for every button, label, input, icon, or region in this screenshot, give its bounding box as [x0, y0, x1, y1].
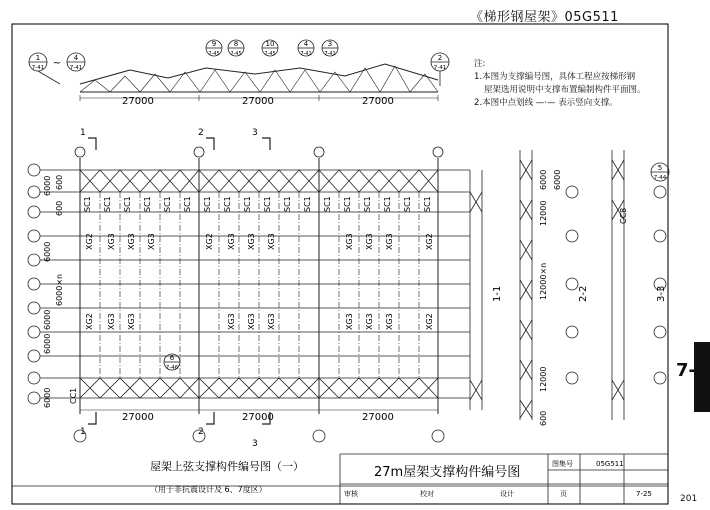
- label-sc1-j: SC1: [263, 196, 272, 212]
- page-no: 7-25: [636, 490, 652, 498]
- label-cc8: CC8: [619, 207, 628, 224]
- detail6-num: 6: [169, 354, 175, 362]
- label-xg3-j: XG3: [107, 313, 116, 330]
- sec-dim-b: 6000: [539, 169, 548, 190]
- sec-mark-1b: 1: [80, 427, 86, 437]
- bay-dim-d: 6000: [43, 309, 52, 330]
- sec-mark-1: 1: [80, 128, 86, 138]
- label-xg3-c: XG3: [147, 233, 156, 250]
- label-sc1-g: SC1: [203, 196, 212, 212]
- label-xg3-o: XG3: [345, 313, 354, 330]
- bubble-tilde: ~: [52, 58, 62, 69]
- label-xg3-n: XG3: [267, 313, 276, 330]
- sec-mark-2b: 2: [198, 427, 204, 437]
- label-sc1-h: SC1: [223, 196, 232, 212]
- elev-span-1: 27000: [122, 96, 154, 107]
- bay-dim-top: 6000: [43, 175, 52, 196]
- label-xg3-e: XG3: [247, 233, 256, 250]
- bubble-8-num: 2: [437, 54, 443, 62]
- main-title: 27m屋架支撑构件编号图: [374, 465, 521, 480]
- label-sc1-m: SC1: [323, 196, 332, 212]
- label-sc1-d: SC1: [143, 196, 152, 212]
- bubble-7-sheet: 7-41: [324, 51, 336, 57]
- label-xg3-q: XG3: [385, 313, 394, 330]
- series-title: 《梯形钢屋架》05G511: [470, 10, 619, 25]
- notes-block: [474, 58, 646, 110]
- bubble-1-num: 1: [35, 54, 41, 62]
- page-number: 201: [680, 494, 698, 504]
- label-sc1-n: SC1: [343, 196, 352, 212]
- bubble-4-sheet: 7-45: [230, 51, 242, 57]
- sec-dim-a: 12000: [539, 200, 548, 226]
- label-sc1-i: SC1: [243, 196, 252, 212]
- bubble-2-sheet: 7-41: [69, 65, 83, 71]
- sec-dim-c: 12000×n: [539, 262, 548, 300]
- detail6-sheet: 7-46: [165, 365, 179, 371]
- design-label: 设计: [500, 490, 514, 498]
- plan-span-1: 27000: [122, 412, 154, 423]
- label-xg2-e: XG2: [425, 313, 434, 330]
- label-xg3-a: XG3: [107, 233, 116, 250]
- bubble-6-num: 4: [303, 40, 309, 48]
- bubble-7-num: 3: [327, 40, 333, 48]
- label-sc1-b: SC1: [103, 196, 112, 212]
- label-sc1-e: SC1: [163, 196, 172, 212]
- notes-heading: 注:: [474, 59, 486, 69]
- label-xg2-b: XG2: [205, 233, 214, 250]
- label-sc1-c: SC1: [123, 196, 132, 212]
- detail-bubbles: [29, 40, 449, 86]
- bay-dim-a: 600: [55, 174, 64, 190]
- label-xg3-g: XG3: [345, 233, 354, 250]
- sections-drawing: [470, 150, 669, 420]
- side-tab: [694, 342, 710, 412]
- label-xg3-f: XG3: [267, 233, 276, 250]
- section-2-2: 2-2: [578, 285, 589, 302]
- check-label: 校对: [420, 490, 434, 498]
- bay-dim-e: 6000: [43, 333, 52, 354]
- bubble-6-sheet: 7-41: [300, 51, 312, 57]
- review-label: 审核: [344, 490, 358, 498]
- sec-dim-e: 600: [539, 410, 548, 426]
- label-sc1-k: SC1: [283, 196, 292, 212]
- bubble-5-num: 10: [265, 40, 275, 48]
- elev-span-2: 27000: [242, 96, 274, 107]
- label-sc1-f: SC1: [183, 196, 192, 212]
- page-label: 页: [560, 490, 567, 498]
- bubble-8-sheet: 7-41: [433, 65, 447, 71]
- drawing-subtitle: （用于非抗震设计及 6、7度区）: [150, 485, 267, 494]
- bubble-4-num: 8: [233, 40, 239, 48]
- label-xg3-m: XG3: [247, 313, 256, 330]
- bubble-3-sheet: 7-45: [208, 51, 220, 57]
- side-tab-label: 7-: [676, 360, 696, 381]
- detail5-sheet: 7-44: [653, 175, 667, 181]
- label-sc1-o: SC1: [363, 196, 372, 212]
- sec-dim-d: 12000: [539, 366, 548, 392]
- label-xg2-c: XG2: [425, 233, 434, 250]
- notes-line3: 2.本图中点划线 —·— 表示竖向支撑。: [474, 98, 618, 108]
- atlas-no: 05G511: [596, 460, 624, 468]
- sec-dim-f: 6000: [553, 169, 562, 190]
- bay-dim-f: 6000: [43, 387, 52, 408]
- elev-span-3: 27000: [362, 96, 394, 107]
- section-3-3: 3-3: [656, 285, 667, 302]
- label-sc1-q: SC1: [403, 196, 412, 212]
- bubble-3-num: 9: [211, 40, 217, 48]
- label-cc1-a: CC1: [69, 387, 78, 404]
- sec-mark-3: 3: [252, 128, 258, 138]
- label-xg3-i: XG3: [385, 233, 394, 250]
- sec-mark-2: 2: [198, 128, 204, 138]
- section-1-1: 1-1: [492, 285, 503, 302]
- bubble-1-sheet: 7-41: [31, 65, 45, 71]
- label-sc1-l: SC1: [303, 196, 312, 212]
- label-sc1-a: SC1: [83, 196, 92, 212]
- label-sc1-p: SC1: [383, 196, 392, 212]
- drawing-title: 屋架上弦支撑构件编号图（一）: [150, 460, 304, 473]
- label-xg3-b: XG3: [127, 233, 136, 250]
- bay-dim-c: 6000: [43, 241, 52, 262]
- notes-line2: 屋架选用说明中支撑布置编制构件平面图。: [484, 85, 646, 95]
- bubble-2-num: 4: [73, 54, 79, 62]
- bay-dim-n: 6000×n: [55, 273, 64, 306]
- detail5-num: 5: [657, 164, 663, 172]
- notes-line1: 1.本图为支撑编号图，具体工程应按梯形钢: [474, 72, 636, 82]
- sec-mark-3b: 3: [252, 439, 258, 449]
- bay-dim-b: 600: [55, 200, 64, 216]
- label-xg3-k: XG3: [127, 313, 136, 330]
- label-xg3-d: XG3: [227, 233, 236, 250]
- label-xg2-a: XG2: [85, 233, 94, 250]
- plan-span-2: 27000: [242, 412, 274, 423]
- roof-plan: [28, 138, 470, 442]
- label-xg3-l: XG3: [227, 313, 236, 330]
- plan-span-3: 27000: [362, 412, 394, 423]
- label-xg3-h: XG3: [365, 233, 374, 250]
- label-xg2-d: XG2: [85, 313, 94, 330]
- label-sc1-r: SC1: [423, 196, 432, 212]
- label-xg3-p: XG3: [365, 313, 374, 330]
- bubble-5-sheet: 7-45: [264, 51, 276, 57]
- atlas-label: 图集号: [552, 460, 573, 468]
